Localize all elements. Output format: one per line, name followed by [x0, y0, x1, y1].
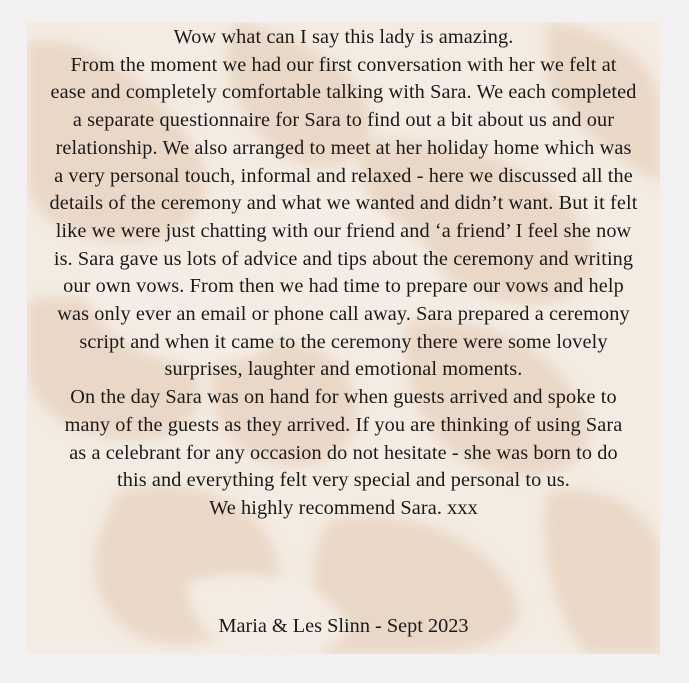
testimonial-line: We highly recommend Sara. xxx: [209, 496, 478, 519]
testimonial-line: script and when it came to the ceremony there were some lovely: [79, 330, 608, 353]
testimonial-line: is. Sara gave us lots of advice and tips about the ceremony and writing: [53, 247, 634, 270]
testimonial-line: ease and completely comfortable talking with Sara. We each completed: [50, 81, 637, 104]
testimonial-line: this and everything felt very special and personal to us.: [117, 469, 570, 492]
testimonial-line: surprises, laughter and emotional moments.: [164, 358, 523, 381]
testimonial-line: From the moment we had our first conversation with her we felt at: [70, 53, 617, 76]
testimonial-line: a very personal touch, informal and relaxed - here we discussed all the: [54, 164, 633, 187]
testimonial-card: [27, 22, 660, 654]
testimonial-line: details of the ceremony and what we wanted and didn’t want. But it felt: [49, 192, 638, 215]
testimonial-line: like we were just chatting with our friend and ‘a friend’ I feel she now: [55, 219, 632, 242]
testimonial-text: [27, 24, 660, 523]
testimonial-line: a separate questionnaire for Sara to find out a bit about us and our: [72, 109, 615, 132]
testimonial-signature: Maria & Les Slinn - Sept 2023: [218, 615, 469, 637]
testimonial-line: our own vows. From then we had time to prepare our vows and help: [63, 275, 624, 298]
testimonial-line: as a celebrant for any occasion do not hesitate - she was born to do: [69, 441, 618, 464]
testimonial-line: many of the guests as they arrived. If you are thinking of using Sara: [64, 413, 623, 436]
testimonial-line: Wow what can I say this lady is amazing.: [173, 26, 514, 48]
testimonial-line: relationship. We also arranged to meet at her holiday home which was: [55, 136, 632, 159]
testimonial-line: On the day Sara was on hand for when guests arrived and spoke to: [70, 386, 617, 409]
testimonial-line: was only ever an email or phone call away. Sara prepared a ceremony: [57, 303, 630, 326]
